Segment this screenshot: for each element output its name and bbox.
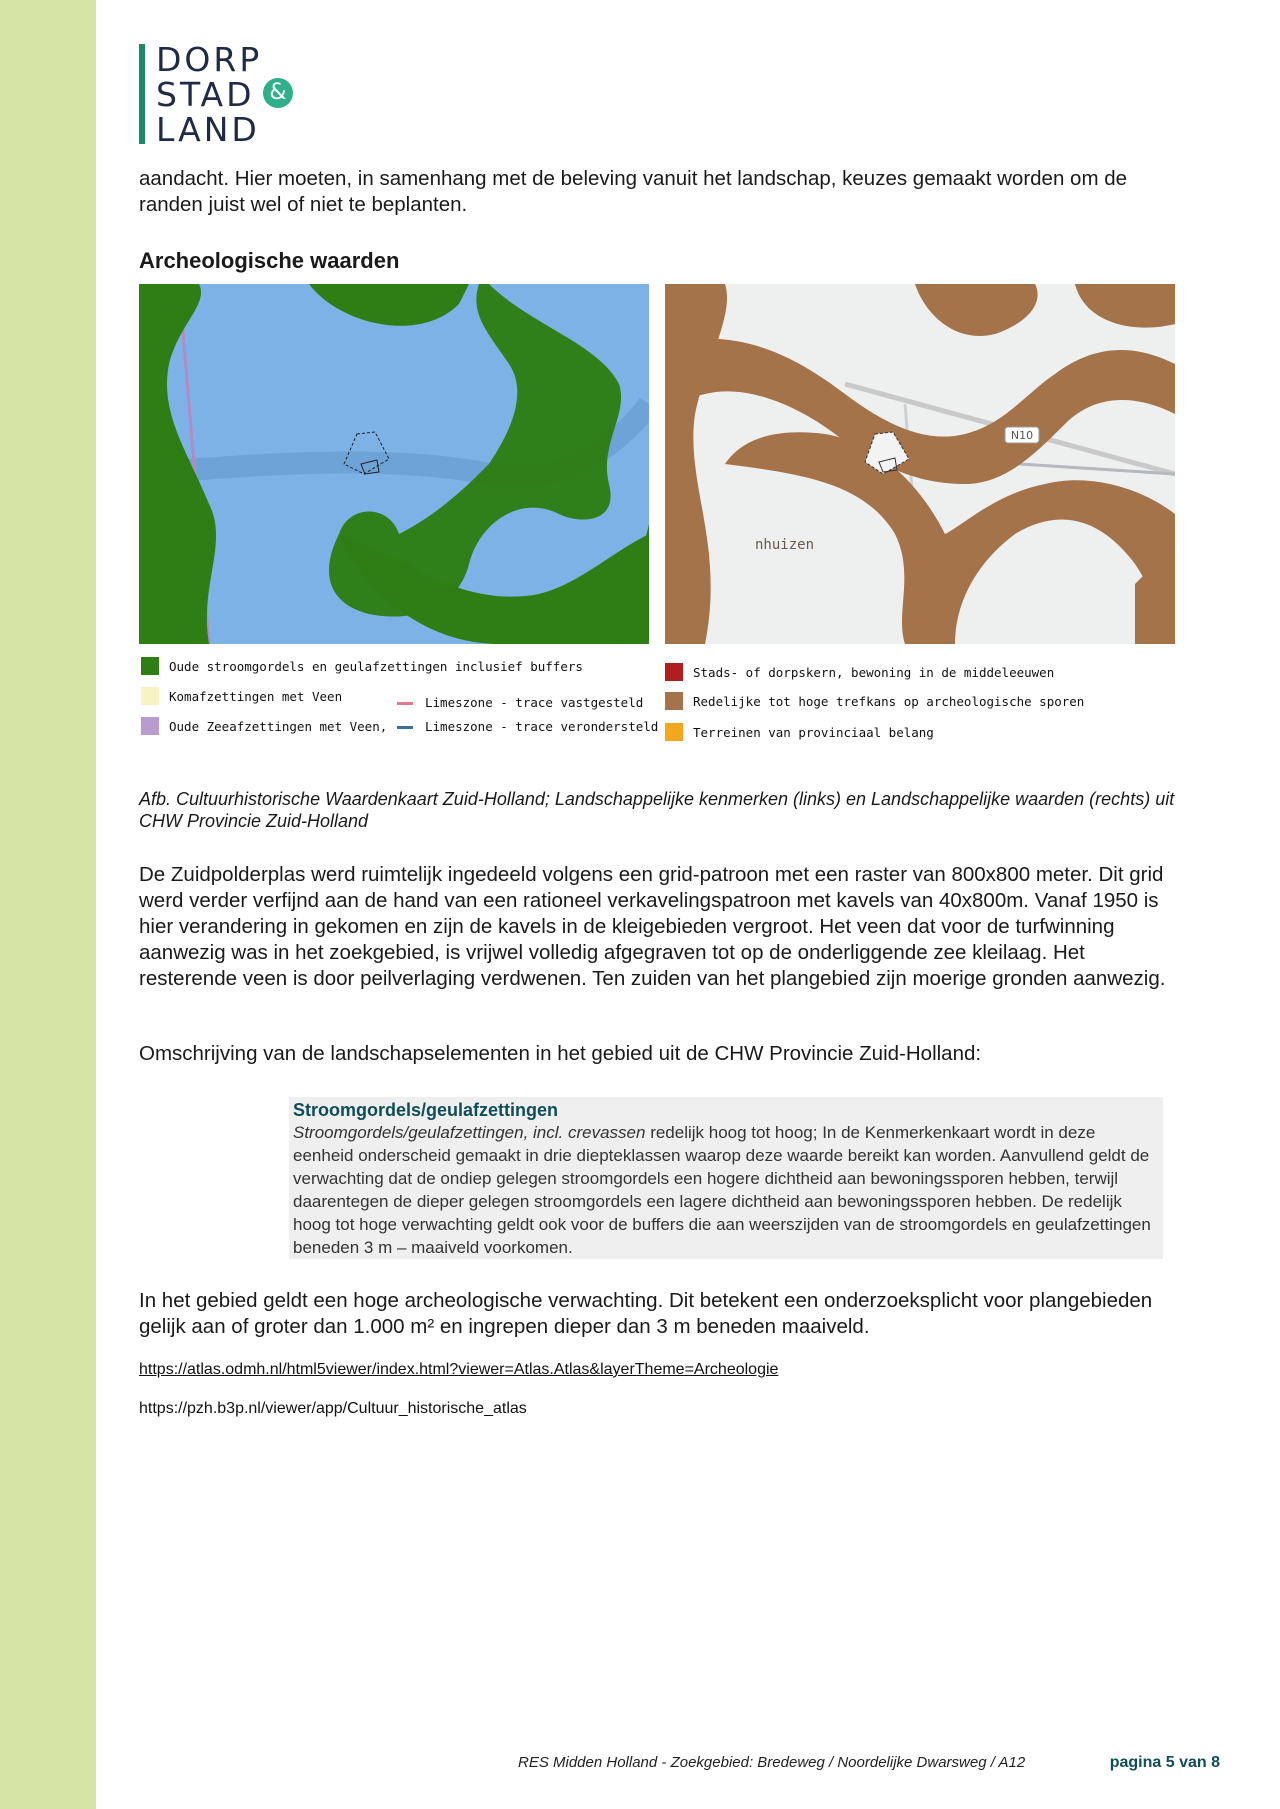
legend-right [665, 662, 1165, 748]
legend-swatch [141, 717, 159, 735]
body-paragraph-expectation: In het gebied geldt een hoge archeologische verwachting. Dit betekent een onderzoeksplicht voor plangebieden gelijk aan of groter dan 1.000 m² en ingrepen dieper dan 3 m beneden maaiveld. [139, 1289, 1153, 1338]
footer-text: RES Midden Holland - Zoekgebied: Bredeweg / Noordelijke Dwarsweg / A12 [518, 1754, 1026, 1771]
legend-label: Limeszone - trace verondersteld [425, 719, 659, 734]
quote-box-text [293, 1121, 1159, 1259]
intro-paragraph: aandacht. Hier moeten, in samenhang met de beleving vanuit het landschap, keuzes gemaakt worden om de randen juist wel of niet te beplanten. [139, 167, 1128, 216]
legend-label: Komafzettingen met Veen [169, 689, 343, 704]
legend-label: Stads- of dorpskern, bewoning in de middeleeuwen [693, 665, 1055, 680]
legend-left [141, 656, 659, 742]
side-color-band [0, 0, 96, 1809]
logo-line-3: LAND [156, 110, 260, 149]
figure-caption: Afb. Cultuurhistorische Waardenkaart Zuid-Holland; Landschappelijke kenmerken (links) en Landschappelijke waarden (rechts) uit CHW Provincie Zuid-Holland [139, 789, 1175, 831]
town-name-label: nhuizen [755, 537, 815, 553]
legend-swatch [141, 657, 159, 675]
legend-label: Oude stroomgordels en geulafzettingen inclusief buffers [169, 659, 583, 674]
legend-label: Redelijke tot hoge trefkans op archeologische sporen [693, 694, 1085, 709]
body-paragraph-grid: De Zuidpolderplas werd ruimtelijk ingedeeld volgens een grid-patroon met een raster van 800x800 meter. Dit grid werd verder verfijnd aan de hand van een rationeel verkavelingspatroon met kavels van 40x800m. Vanaf 1950 is hier verandering in gekomen en zijn de kavels in de kleigebieden vergroot. Het veen dat voor de turfwinning aanwezig was in het zoekgebied, is vrijwel volledig afgegraven tot op de onderliggende zee kleilaag. Het resterende veen is door peilverlaging verdwenen. Ten zuiden van het plangebied zijn moerige gronden aanwezig. [139, 863, 1166, 990]
legend-label: Terreinen van provinciaal belang [693, 725, 934, 740]
company-logo [139, 40, 299, 149]
legend-label: Oude Zeeafzettingen met Veen, [169, 719, 388, 734]
map-landscape-values [665, 284, 1175, 644]
map-landscape-characteristics [139, 284, 649, 644]
logo-line-1: DORP [156, 40, 263, 79]
pzh-link[interactable]: https://pzh.b3p.nl/viewer/app/Cultuur_historische_atlas [139, 1400, 527, 1417]
legend-swatch [141, 687, 159, 705]
page-number: pagina 5 van 8 [1109, 1754, 1220, 1771]
quote-box [289, 1097, 1163, 1259]
road-number-label: N10 [1010, 429, 1034, 442]
body-paragraph-description: Omschrijving van de landschapselementen in het gebied uit de CHW Provincie Zuid-Holland: [139, 1042, 982, 1065]
legend-swatch [665, 723, 683, 741]
legend-swatch [665, 692, 683, 710]
quote-box-title: Stroomgordels/geulafzettingen [293, 1100, 559, 1120]
atlas-link[interactable]: https://atlas.odmh.nl/html5viewer/index.html?viewer=Atlas.Atlas&layerTheme=Archeologie [139, 1361, 779, 1378]
legend-line-swatch [397, 726, 413, 729]
logo-bar [139, 44, 145, 144]
section-heading: Archeologische waarden [139, 248, 400, 273]
legend-swatch [665, 663, 683, 681]
quote-box-body: redelijk hoog tot hoog; In de Kenmerkenkaart wordt in deze eenheid onderscheid gemaakt in drie diepteklassen waarop deze waarde bereikt kan worden. Aanvullend geldt de verwachting dat de ondiep gelegen stroomgordels een hogere dichtheid aan bewoningssporen hebben, terwijl daarentegen de dieper gelegen stroomgordels een lagere dichtheid aan bewoningssporen hebben. De redelijk hoog tot hoge verwachting geldt ook voor de buffers die aan weerszijden van de stroomgordels en geulafzettingen beneden 3 m – maaiveld voorkomen. [293, 1123, 1151, 1257]
logo-ampersand: & [263, 78, 293, 108]
logo-line-2: STAD [156, 75, 255, 114]
legend-line-swatch [397, 702, 413, 705]
legend-label: Limeszone - trace vastgesteld [425, 695, 644, 710]
quote-box-italic-lead: Stroomgordels/geulafzettingen, incl. crevassen [293, 1123, 646, 1142]
